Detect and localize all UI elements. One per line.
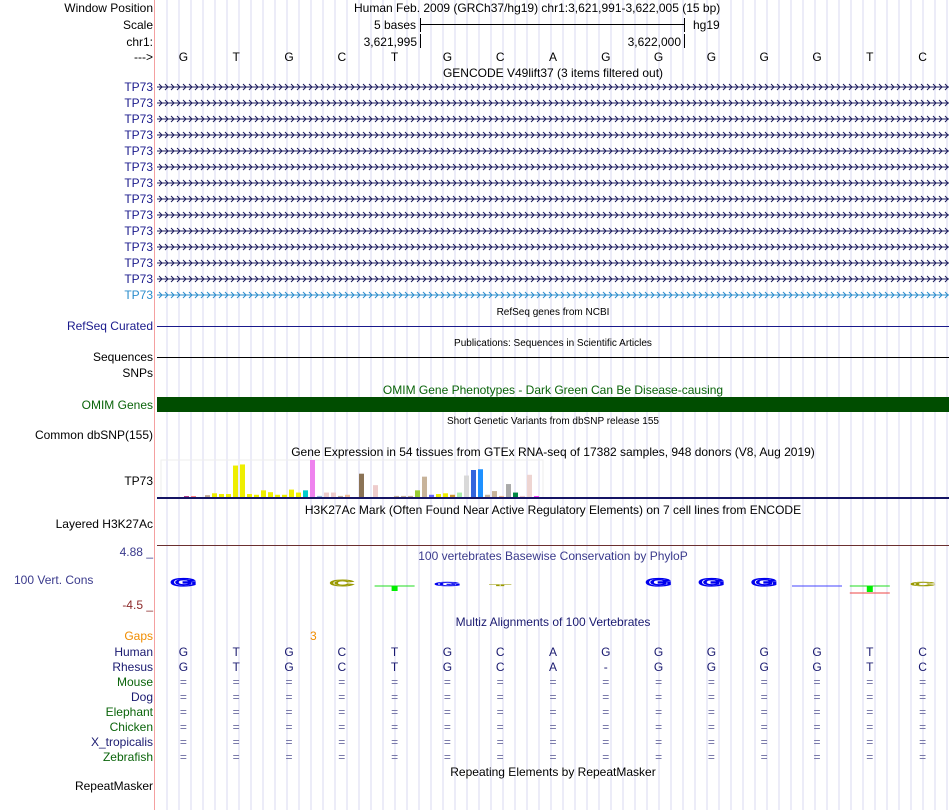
alignment-base: C xyxy=(918,660,927,674)
scale-bar-right-tick xyxy=(684,18,685,32)
gencode-item-label[interactable]: TP73 xyxy=(124,288,153,302)
gtex-tissue-bar[interactable] xyxy=(233,466,238,497)
gtex-title[interactable]: Gene Expression in 54 tissues from GTEx RNA-seq of 17382 samples, 948 donors (V8, Aug 2019) xyxy=(291,445,815,459)
alignment-base: G xyxy=(442,660,453,674)
gencode-transcript[interactable] xyxy=(157,98,949,108)
alignment-base: = xyxy=(813,720,821,734)
alignment-base: - xyxy=(603,660,608,674)
alignment-base: = xyxy=(866,750,874,764)
gtex-tissue-bar[interactable] xyxy=(422,477,427,497)
gtex-tissue-bar[interactable] xyxy=(261,490,266,497)
alignment-base: = xyxy=(179,705,187,719)
conservation-letter: T xyxy=(490,584,510,587)
alignment-base: = xyxy=(866,690,874,704)
alignment-base: C xyxy=(495,660,505,674)
alignment-base: = xyxy=(655,720,663,734)
alignment-base: T xyxy=(390,660,399,674)
alignment-base: = xyxy=(760,705,768,719)
alignment-base: = xyxy=(655,690,663,704)
alignment-base: = xyxy=(813,705,821,719)
gtex-tissue-bar[interactable] xyxy=(359,474,364,497)
alignment-base: = xyxy=(602,720,610,734)
omim-title[interactable]: OMIM Gene Phenotypes - Dark Green Can Be Disease-causing xyxy=(382,383,724,397)
gencode-transcript[interactable] xyxy=(157,82,949,92)
gencode-transcript[interactable] xyxy=(157,274,949,284)
alignment-base: = xyxy=(549,735,557,749)
gtex-tissue-bar[interactable] xyxy=(289,490,294,497)
gencode-item-label[interactable]: TP73 xyxy=(124,176,153,190)
sequence-base: G xyxy=(442,50,453,64)
ruler-tick-left xyxy=(420,34,421,48)
species-label[interactable]: Mouse xyxy=(116,675,153,689)
alignment-base: = xyxy=(919,705,927,719)
alignment-base: = xyxy=(496,750,504,764)
alignment-base: = xyxy=(602,735,610,749)
alignment-base: = xyxy=(496,705,504,719)
alignment-base: G xyxy=(812,660,822,674)
alignment-base: = xyxy=(655,750,663,764)
alignment-base: = xyxy=(707,750,715,764)
alignment-base: = xyxy=(443,690,451,704)
gtex-gene-line xyxy=(157,497,949,499)
gencode-item-label[interactable]: TP73 xyxy=(124,96,153,110)
gencode-item-label[interactable]: TP73 xyxy=(124,256,153,270)
gencode-transcript[interactable] xyxy=(157,146,949,156)
alignment-base: G xyxy=(178,645,189,659)
sequence-base: T xyxy=(866,50,874,64)
alignment-base: = xyxy=(338,690,346,704)
alignment-base: = xyxy=(391,675,399,689)
alignment-base: = xyxy=(285,690,293,704)
gencode-item-label[interactable]: TP73 xyxy=(124,128,153,142)
alignment-base: = xyxy=(179,735,187,749)
gencode-transcript[interactable] xyxy=(157,130,949,140)
alignment-base: = xyxy=(919,720,927,734)
alignment-base: = xyxy=(602,705,610,719)
alignment-base: = xyxy=(443,675,451,689)
scale-label: Scale xyxy=(122,18,153,32)
alignment-base: G xyxy=(653,660,664,674)
refseq-label[interactable]: RefSeq Curated xyxy=(66,319,153,333)
alignment-base: T xyxy=(232,645,240,659)
alignment-base: A xyxy=(548,660,557,674)
omim-label[interactable]: OMIM Genes xyxy=(81,398,153,412)
alignment-base: = xyxy=(760,720,768,734)
alignment-base: G xyxy=(284,660,294,674)
alignment-base: = xyxy=(549,690,557,704)
sequence-base: C xyxy=(495,50,505,64)
species-label[interactable]: Zebrafish xyxy=(102,750,153,764)
gaps-label: Gaps xyxy=(124,629,153,643)
gencode-item-label[interactable]: TP73 xyxy=(124,144,153,158)
alignment-base: = xyxy=(232,735,240,749)
phylop-label[interactable]: 100 Vert. Cons xyxy=(14,573,94,587)
window-position-label: Window Position xyxy=(64,1,153,15)
alignment-base: G xyxy=(706,645,717,659)
alignment-base: = xyxy=(338,750,346,764)
alignment-base: = xyxy=(707,675,715,689)
alignment-base: G xyxy=(601,645,611,659)
gtex-tissue-bar[interactable] xyxy=(471,470,476,497)
alignment-base: = xyxy=(496,735,504,749)
alignment-base: = xyxy=(338,735,346,749)
gtex-tissue-bar[interactable] xyxy=(303,490,308,497)
scale-bar xyxy=(420,24,684,25)
multiz-title[interactable]: Multiz Alignments of 100 Vertebrates xyxy=(455,615,651,629)
alignment-base: = xyxy=(232,705,240,719)
alignment-base: = xyxy=(285,675,293,689)
alignment-base: = xyxy=(866,720,874,734)
alignment-base: = xyxy=(602,750,610,764)
alignment-base: G xyxy=(812,645,822,659)
alignment-base: = xyxy=(707,705,715,719)
alignment-base: = xyxy=(760,750,768,764)
alignment-base: = xyxy=(655,675,663,689)
tick-left-label: 3,621,995 xyxy=(363,35,417,49)
h3k27ac-baseline xyxy=(157,545,949,546)
scale-text: 5 bases xyxy=(373,18,416,32)
alignment-base: = xyxy=(338,720,346,734)
alignment-base: = xyxy=(813,750,821,764)
sequence-base: T xyxy=(390,50,399,64)
alignment-base: = xyxy=(232,720,240,734)
alignment-base: = xyxy=(919,690,927,704)
gap-count: 3 xyxy=(310,629,317,643)
alignment-base: = xyxy=(496,675,504,689)
gencode-item-label[interactable]: TP73 xyxy=(124,192,153,206)
repeatmasker-label[interactable]: RepeatMasker xyxy=(74,779,153,793)
alignment-base: = xyxy=(179,720,187,734)
gencode-item-label[interactable]: TP73 xyxy=(124,272,153,286)
tick-right-label: 3,622,000 xyxy=(627,35,681,49)
alignment-base: = xyxy=(391,720,399,734)
alignment-base: = xyxy=(443,750,451,764)
alignment-base: G xyxy=(653,645,664,659)
refseq-feature[interactable] xyxy=(157,326,949,327)
alignment-base: = xyxy=(338,675,346,689)
scale-bar-left-tick xyxy=(420,18,421,32)
alignment-base: = xyxy=(919,735,927,749)
phylop-min: -4.5 _ xyxy=(122,598,153,612)
alignment-base: = xyxy=(760,735,768,749)
sequence-base: G xyxy=(706,50,717,64)
gencode-transcript[interactable] xyxy=(157,194,949,204)
gencode-transcript[interactable] xyxy=(157,162,949,172)
gencode-item-label[interactable]: TP73 xyxy=(124,112,153,126)
alignment-base: = xyxy=(443,705,451,719)
gencode-title[interactable]: GENCODE V49lift37 (3 items filtered out) xyxy=(442,66,664,80)
sequence-base: G xyxy=(178,50,189,64)
sequence-base: G xyxy=(759,50,769,64)
gencode-transcript[interactable] xyxy=(157,258,949,268)
sequence-base: G xyxy=(653,50,664,64)
gencode-transcript[interactable] xyxy=(157,178,949,188)
species-label[interactable]: Human xyxy=(114,645,153,659)
gtex-label[interactable]: TP73 xyxy=(124,474,153,488)
alignment-base: = xyxy=(391,735,399,749)
alignment-base: G xyxy=(759,645,769,659)
species-label[interactable]: Chicken xyxy=(109,720,153,734)
alignment-base: G xyxy=(178,660,189,674)
alignment-base: = xyxy=(391,705,399,719)
label-separator xyxy=(154,0,155,810)
alignment-base: = xyxy=(549,750,557,764)
alignment-base: = xyxy=(232,690,240,704)
alignment-base: = xyxy=(655,705,663,719)
alignment-base: = xyxy=(813,690,821,704)
gtex-tissue-bar[interactable] xyxy=(478,469,483,497)
sequence-base: C xyxy=(337,50,347,64)
gtex-tissue-bar[interactable] xyxy=(310,460,315,497)
chrom-label: chr1: xyxy=(126,35,153,49)
alignment-base: = xyxy=(232,750,240,764)
phylop-title[interactable]: 100 vertebrates Basewise Conservation by PhyloP xyxy=(418,549,688,563)
alignment-base: G xyxy=(442,645,453,659)
sequence-base: G xyxy=(812,50,822,64)
alignment-base: = xyxy=(549,705,557,719)
conservation-letter: G xyxy=(698,576,724,589)
alignment-base: G xyxy=(759,660,769,674)
alignment-base: A xyxy=(548,645,557,659)
alignment-base: = xyxy=(549,720,557,734)
alignment-base: = xyxy=(866,675,874,689)
gencode-transcript[interactable] xyxy=(157,226,949,236)
sequence-base: T xyxy=(232,50,240,64)
alignment-base: = xyxy=(496,690,504,704)
alignment-base: = xyxy=(919,675,927,689)
alignment-base: = xyxy=(655,735,663,749)
refseq-title[interactable]: RefSeq genes from NCBI xyxy=(496,307,610,318)
gtex-tissue-bar[interactable] xyxy=(373,485,378,497)
gencode-item-label[interactable]: TP73 xyxy=(124,80,153,94)
alignment-base: = xyxy=(602,690,610,704)
phylop-max: 4.88 _ xyxy=(119,545,153,559)
alignment-base: C xyxy=(918,645,927,659)
sequence-base: G xyxy=(284,50,294,64)
alignment-base: = xyxy=(707,690,715,704)
alignment-base: = xyxy=(443,720,451,734)
publications-label[interactable]: Sequences xyxy=(92,350,153,364)
alignment-base: = xyxy=(813,735,821,749)
sequence-base: G xyxy=(601,50,611,64)
conservation-letter: C xyxy=(911,581,935,588)
alignment-base: T xyxy=(390,645,399,659)
alignment-base: = xyxy=(760,690,768,704)
alignment-base: = xyxy=(496,720,504,734)
gencode-item-label[interactable]: TP73 xyxy=(124,160,153,174)
gtex-tissue-bar[interactable] xyxy=(464,476,469,497)
repeatmasker-title[interactable]: Repeating Elements by RepeatMasker xyxy=(450,765,656,779)
assembly-position: Human Feb. 2009 (GRCh37/hg19) chr1:3,621,991-3,622,005 (15 bp) xyxy=(354,1,721,15)
gencode-item-label[interactable]: TP73 xyxy=(124,224,153,238)
gencode-transcript[interactable] xyxy=(157,242,949,252)
alignment-base: T xyxy=(866,645,874,659)
gencode-transcript[interactable] xyxy=(157,114,949,124)
alignment-base: G xyxy=(706,660,717,674)
alignment-base: = xyxy=(919,750,927,764)
alignment-base: = xyxy=(391,690,399,704)
gtex-tissue-bar[interactable] xyxy=(415,490,420,497)
alignment-base: C xyxy=(337,660,347,674)
conservation-letter: G xyxy=(434,581,460,588)
gencode-transcript[interactable] xyxy=(157,210,949,220)
gencode-transcript[interactable] xyxy=(157,290,949,300)
species-label[interactable]: Elephant xyxy=(105,705,153,719)
alignment-base: = xyxy=(232,675,240,689)
species-label[interactable]: Rhesus xyxy=(112,660,153,674)
conservation-logo[interactable] xyxy=(157,570,949,600)
strand-label: ---> xyxy=(134,50,153,64)
alignment-base: = xyxy=(866,735,874,749)
conservation-letter: G xyxy=(751,576,777,589)
alignment-base: G xyxy=(284,645,294,659)
alignment-base: C xyxy=(337,645,347,659)
alignment-base: = xyxy=(707,720,715,734)
alignment-base: = xyxy=(391,750,399,764)
alignment-base: = xyxy=(760,675,768,689)
alignment-base: = xyxy=(602,675,610,689)
alignment-base: = xyxy=(285,750,293,764)
alignment-base: T xyxy=(232,660,240,674)
gencode-item-label[interactable]: TP73 xyxy=(124,240,153,254)
alignment-base: = xyxy=(549,675,557,689)
h3k27ac-label[interactable]: Layered H3K27Ac xyxy=(55,517,153,531)
alignment-base: = xyxy=(285,705,293,719)
alignment-base: C xyxy=(495,645,505,659)
dbsnp-label[interactable]: Common dbSNP(155) xyxy=(34,428,153,442)
species-label[interactable]: Dog xyxy=(130,690,153,704)
sequence-base: C xyxy=(918,50,927,64)
species-label[interactable]: X_tropicalis xyxy=(90,735,153,749)
alignment-base: = xyxy=(285,735,293,749)
alignment-base: = xyxy=(338,705,346,719)
conservation-letter: G xyxy=(646,576,672,589)
alignment-base: = xyxy=(707,735,715,749)
alignment-base: T xyxy=(866,660,874,674)
gtex-tissue-bar[interactable] xyxy=(527,475,532,497)
dbsnp-title[interactable]: Short Genetic Variants from dbSNP release 155 xyxy=(447,416,659,427)
snps-label[interactable]: SNPs xyxy=(122,366,153,380)
gtex-tissue-bar[interactable] xyxy=(506,484,511,497)
alignment-base: = xyxy=(443,735,451,749)
alignment-base: = xyxy=(179,750,187,764)
alignment-base: = xyxy=(179,675,187,689)
conservation-letter: C xyxy=(330,578,354,588)
gencode-item-label[interactable]: TP73 xyxy=(124,208,153,222)
conservation-letter: G xyxy=(170,576,196,589)
alignment-base: = xyxy=(285,720,293,734)
scale-assembly: hg19 xyxy=(693,18,720,32)
publications-title[interactable]: Publications: Sequences in Scientific Articles xyxy=(454,338,652,349)
gtex-bar-chart[interactable] xyxy=(155,458,550,500)
gtex-tissue-bar[interactable] xyxy=(240,464,245,497)
sequence-base: A xyxy=(548,50,557,64)
alignment-base: = xyxy=(813,675,821,689)
alignment-base: = xyxy=(179,690,187,704)
publications-feature[interactable] xyxy=(157,357,949,358)
alignment-base: = xyxy=(866,705,874,719)
omim-feature[interactable] xyxy=(157,397,949,412)
h3k27ac-title[interactable]: H3K27Ac Mark (Often Found Near Active Regulatory Elements) on 7 cell lines from ENCODE xyxy=(304,503,802,517)
ruler-tick-right xyxy=(684,34,685,48)
